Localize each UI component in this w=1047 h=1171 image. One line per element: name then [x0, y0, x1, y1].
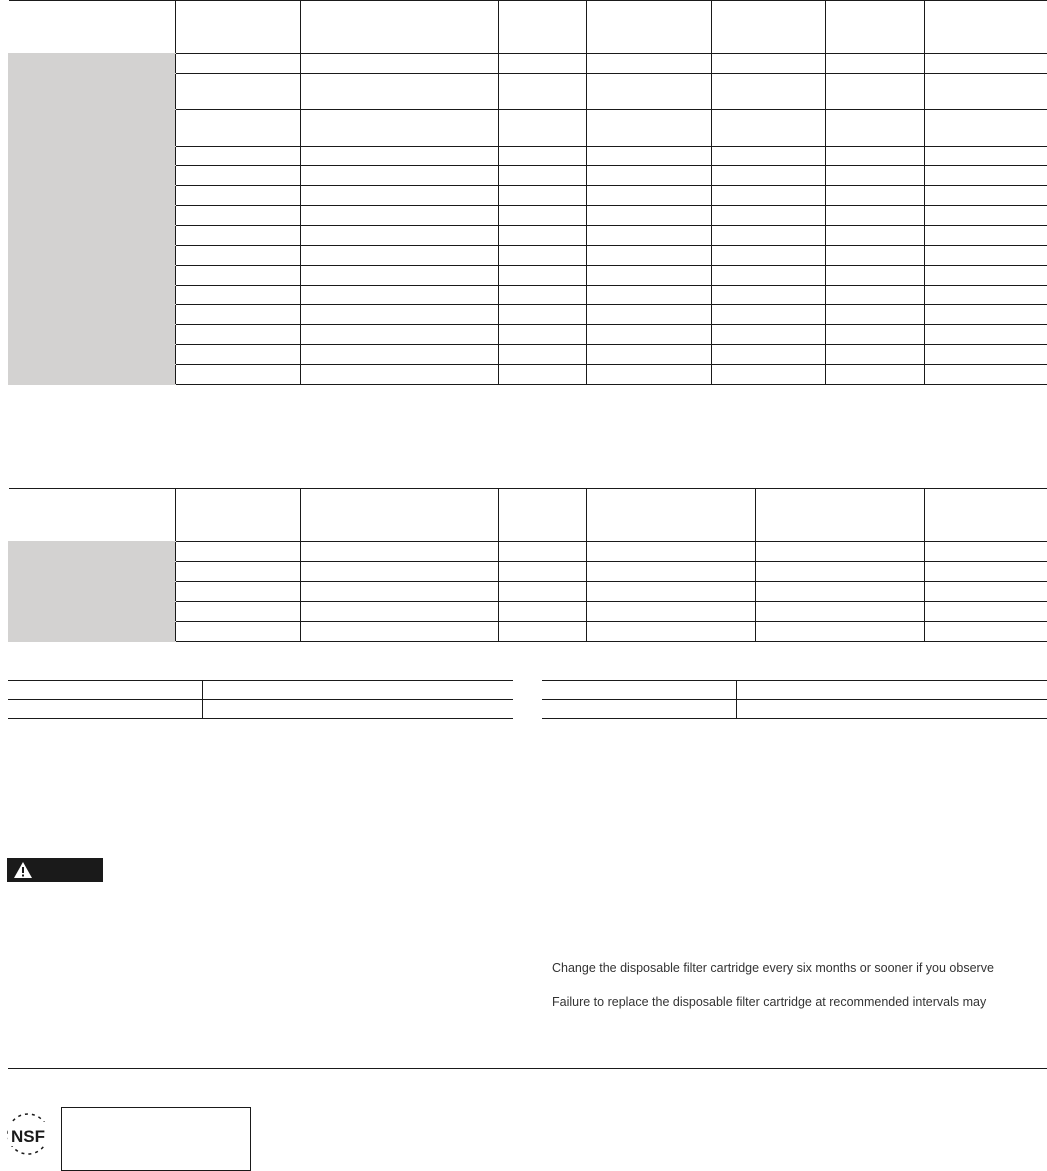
- table-row: [9, 602, 1047, 622]
- table-row: [9, 622, 1047, 642]
- table-row: [9, 345, 1047, 365]
- table-row: [9, 206, 1047, 226]
- warning-banner: [7, 858, 103, 882]
- filter-change-instruction: Change the disposable filter cartridge every six months or sooner if you observe: [552, 961, 994, 975]
- spec-table-right: [542, 680, 1047, 719]
- table-row: [9, 562, 1047, 582]
- table-row: [9, 110, 1047, 147]
- table-row: [9, 246, 1047, 266]
- table-header-row: [9, 489, 1047, 542]
- table-row: [9, 286, 1047, 305]
- performance-table-2: [8, 488, 1047, 642]
- table-row: [8, 700, 513, 719]
- table-row: [9, 582, 1047, 602]
- table-row: [9, 74, 1047, 110]
- table-row: [542, 681, 1047, 700]
- performance-table-1: [8, 0, 1047, 385]
- table-row: [9, 186, 1047, 206]
- table-row: [9, 325, 1047, 345]
- table-row: [9, 54, 1047, 74]
- table-row: [9, 365, 1047, 385]
- table-header-row: [9, 1, 1047, 54]
- table-row: [9, 542, 1047, 562]
- nsf-logo-text: NSF: [11, 1127, 45, 1146]
- warning-triangle-icon: [13, 861, 33, 879]
- table-row: [9, 305, 1047, 325]
- table-row: [8, 681, 513, 700]
- table-row: [9, 166, 1047, 186]
- filter-replace-warning: Failure to replace the disposable filter cartridge at recommended intervals may: [552, 995, 987, 1009]
- table-row: [9, 226, 1047, 246]
- table-row: [9, 266, 1047, 286]
- table-row: [542, 700, 1047, 719]
- spec-table-left: [8, 680, 513, 719]
- footer-divider: [8, 1068, 1047, 1069]
- certification-box: [61, 1107, 251, 1171]
- table-row: [9, 147, 1047, 166]
- nsf-logo: [6, 1108, 52, 1160]
